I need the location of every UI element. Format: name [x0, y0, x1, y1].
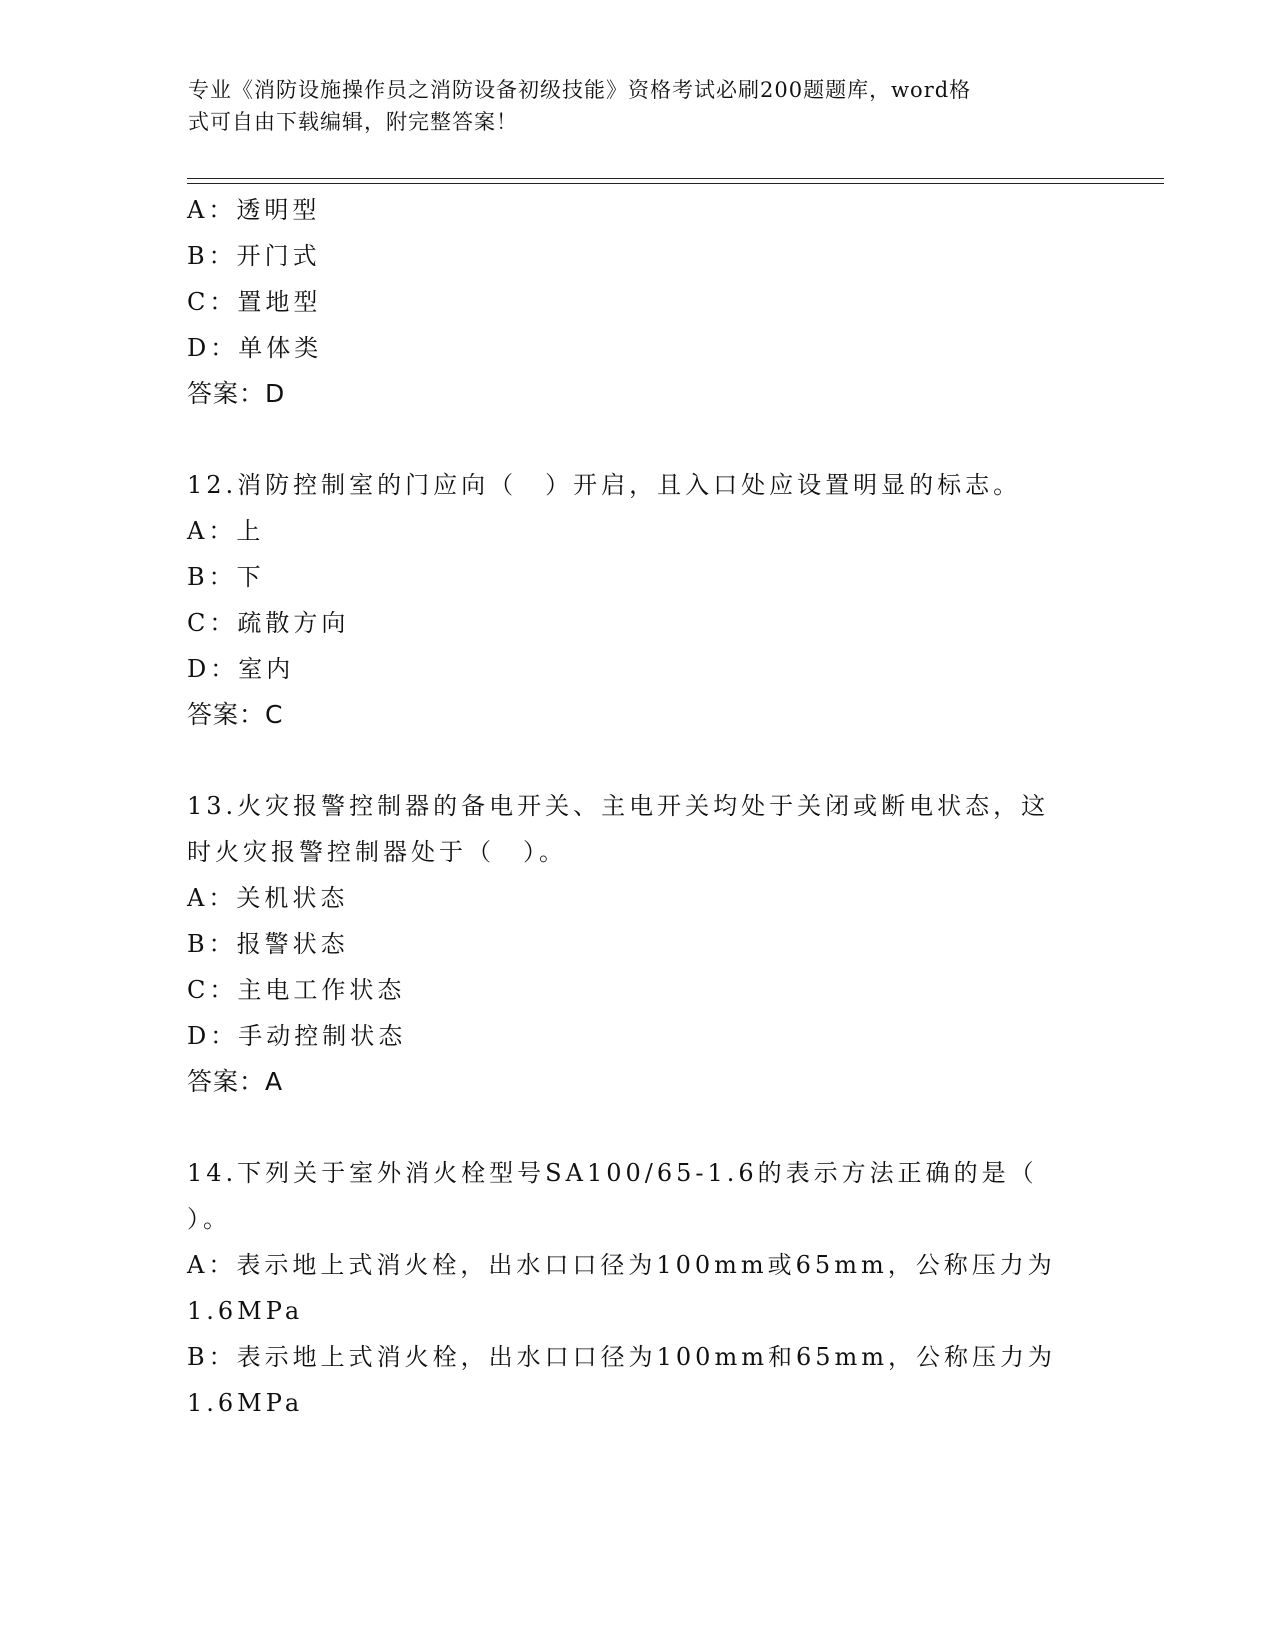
header-divider-top — [187, 178, 1164, 179]
option-d: D：室内 — [187, 655, 295, 683]
answer-line: 答案：A — [187, 1067, 284, 1096]
option-b: B：下 — [187, 563, 265, 591]
answer-line: 答案：D — [187, 379, 286, 408]
header-line-1: 专业《消防设施操作员之消防设备初级技能》资格考试必刷200题题库，word格 — [188, 78, 972, 102]
option-b: B：报警状态 — [187, 930, 349, 958]
question-12 — [187, 462, 1087, 738]
document-header — [188, 74, 1068, 138]
option-a-line-2: 1.6MPa — [187, 1297, 304, 1325]
question-stem-line-1: 14.下列关于室外消火栓型号SA100/65-1.6的表示方法正确的是（ — [187, 1159, 1038, 1187]
question-stem: 12.消防控制室的门应向（ ）开启，且入口处应设置明显的标志。 — [187, 471, 1022, 499]
question-list — [187, 187, 1087, 1426]
option-c: C：主电工作状态 — [187, 976, 406, 1004]
option-d: D：手动控制状态 — [187, 1022, 407, 1050]
question-stem-line-2: 时火灾报警控制器处于（ ）。 — [187, 838, 567, 866]
option-a: A：透明型 — [187, 196, 321, 224]
question-stem-line-2: ）。 — [187, 1205, 231, 1233]
header-divider-bottom — [187, 183, 1164, 184]
answer-line: 答案：C — [187, 700, 284, 729]
question-stem-line-1: 13.火灾报警控制器的备电开关、主电开关均处于关闭或断电状态，这 — [187, 792, 1050, 820]
option-c: C：置地型 — [187, 288, 322, 316]
question-13 — [187, 783, 1087, 1105]
option-d: D：单体类 — [187, 334, 323, 362]
spacer — [187, 417, 1087, 462]
question-11 — [187, 187, 1087, 417]
option-c: C：疏散方向 — [187, 609, 350, 637]
header-line-2: 式可自由下载编辑，附完整答案！ — [188, 110, 518, 134]
option-b-line-1: B：表示地上式消火栓，出水口口径为100mm和65mm，公称压力为 — [187, 1343, 1057, 1371]
spacer — [187, 738, 1087, 783]
question-14 — [187, 1150, 1087, 1426]
option-b: B：开门式 — [187, 242, 321, 270]
option-a-line-1: A：表示地上式消火栓，出水口口径为100mm或65mm，公称压力为 — [187, 1251, 1056, 1279]
spacer — [187, 1105, 1087, 1150]
option-a: A：关机状态 — [187, 884, 349, 912]
option-a: A：上 — [187, 517, 265, 545]
option-b-line-2: 1.6MPa — [187, 1389, 304, 1417]
